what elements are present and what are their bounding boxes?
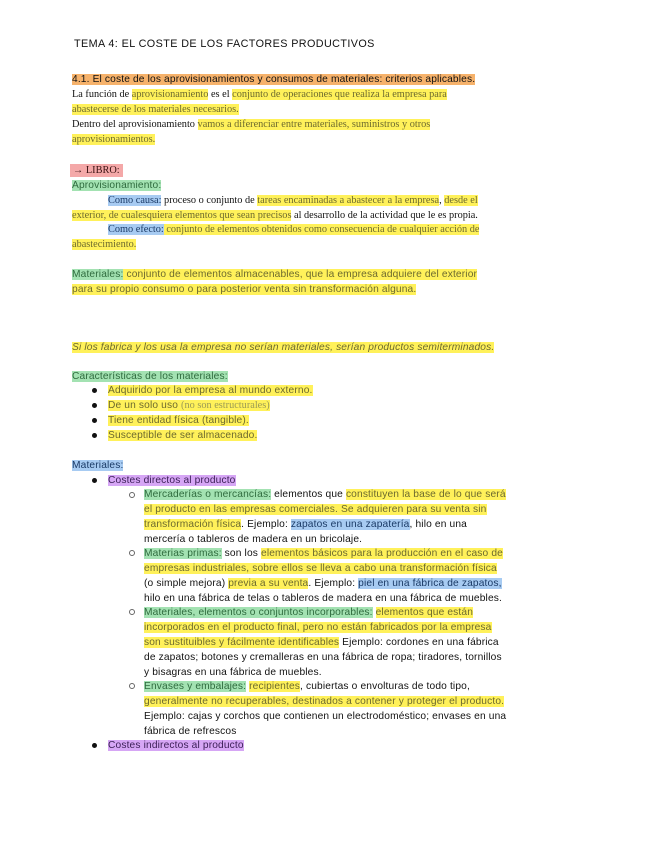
incorp-highlight: incorporados en el producto final, pero no están fabricados por la empresa: [144, 622, 492, 633]
intro-text: La función de: [72, 89, 132, 100]
caracteristica-item: [108, 414, 249, 427]
merc-line-1: [144, 488, 506, 501]
costes-indirectos-label: Costes indirectos al producto: [108, 740, 244, 751]
caracteristica-item: [108, 384, 313, 397]
incorp-text: Ejemplo: cordones en una fábrica: [339, 637, 499, 648]
incorp-line-2: [144, 621, 492, 634]
incorp-text: y bisagras en una fábrica de muebles.: [144, 667, 322, 678]
caracteristica-item: [108, 429, 257, 442]
merc-text: elementos que: [271, 489, 346, 500]
materiales-def-text: conjunto de elementos almacenables, que la empresa adquiere del exterior: [123, 269, 478, 280]
aprov-heading: [72, 179, 161, 192]
circle-bullet-icon: [129, 609, 135, 615]
intro-term: aprovisionamiento: [131, 89, 209, 100]
circle-bullet-icon: [129, 492, 135, 498]
efecto-label: Como efecto:: [108, 224, 164, 235]
envases-highlight: recipientes: [249, 681, 301, 692]
bullet-icon: [92, 403, 97, 408]
envases-line-1: [144, 680, 470, 693]
causa-highlight: desde el: [444, 195, 478, 206]
primas-line-2: [144, 562, 497, 575]
merc-highlight: constituyen la base de lo que será: [345, 489, 506, 500]
aprov-efecto-line-1: [108, 223, 479, 236]
causa-highlight: tareas encaminadas a abastecer a la empresa: [257, 195, 440, 206]
aprov-causa-line-1: [108, 194, 478, 207]
materiales-def-line-2: [72, 283, 416, 296]
merc-label: Mercaderías o mercancías:: [144, 489, 272, 500]
merc-highlight: transformación física: [144, 519, 242, 530]
intro-line-3: [72, 118, 430, 131]
caracteristica-text: De un solo uso: [108, 400, 182, 411]
merc-text: , hilo en una: [409, 519, 467, 530]
merc-line-2: [144, 503, 487, 516]
incorp-line-1: [144, 606, 473, 619]
efecto-highlight: conjunto de elementos obtenidos como consecuencia de cualquier acción de: [163, 224, 480, 235]
incorp-highlight: son sustituibles y fácilmente identificables: [144, 637, 340, 648]
primas-line-4: [144, 592, 502, 605]
costes-indirectos-item: [108, 739, 244, 752]
merc-example: zapatos en una zapatería: [290, 519, 410, 530]
libro-label: → LIBRO:: [70, 164, 123, 177]
causa-text: al desarrollo de la actividad que le es propia.: [291, 210, 478, 221]
circle-bullet-icon: [129, 550, 135, 556]
caracteristica-item: [108, 399, 270, 412]
materiales-def-line-1: [72, 268, 477, 281]
merc-highlight: el producto en las empresas comerciales. Se adquieren para su venta sin: [144, 504, 487, 515]
primas-highlight: empresas industriales, sobre ellos se lleva a cabo una transformación física: [144, 563, 497, 574]
primas-text: . Ejemplo:: [308, 578, 359, 589]
caracteristicas-heading: [72, 370, 228, 383]
primas-text: hilo en una fábrica de telas o tableros de madera en una fábrica de muebles.: [144, 593, 502, 604]
bullet-icon: [92, 478, 97, 483]
incorp-highlight: elementos que están: [375, 607, 474, 618]
section-heading-text: 4.1. El coste de los aprovisionamientos y consumos de materiales: criterios aplicables.: [72, 74, 476, 85]
circle-bullet-icon: [129, 683, 135, 689]
envases-line-3: [144, 710, 506, 723]
envases-text: Ejemplo: cajas y corchos que contienen un electrodoméstico; envases en una: [144, 711, 507, 722]
aprov-label: Aprovisionamiento:: [72, 180, 162, 191]
bullet-icon: [92, 743, 97, 748]
incorp-line-5: [144, 666, 322, 679]
merc-line-3: [144, 518, 467, 531]
primas-label: Materias primas:: [144, 548, 222, 559]
materiales2-heading: [72, 459, 123, 472]
costes-directos-label: Costes directos al producto: [108, 475, 236, 486]
libro-tag: [70, 164, 123, 177]
primas-line-1: [144, 547, 503, 560]
merc-text: mercería o tableros de madera en un bricolaje.: [144, 534, 363, 545]
primas-highlight: elementos básicos para la producción en el caso de: [261, 548, 503, 559]
bullet-icon: [92, 433, 97, 438]
primas-example: piel en una fábrica de zapatos,: [358, 578, 502, 589]
bullet-icon: [92, 418, 97, 423]
causa-highlight: exterior, de cualesquiera elementos que sean precisos: [72, 210, 292, 221]
materiales-label: Materiales:: [72, 269, 124, 280]
envases-line-2: [144, 695, 504, 708]
incorp-label: Materiales, elementos o conjuntos incorporables:: [144, 607, 373, 618]
primas-text: (o simple mejora): [144, 578, 229, 589]
intro-highlight: abastecerse de los materiales necesarios.: [72, 104, 239, 115]
envases-text: fábrica de refrescos: [144, 726, 237, 737]
page-title: TEMA 4: EL COSTE DE LOS FACTORES PRODUCTIVOS: [74, 38, 375, 50]
incorp-text: de zapatos; botones y cremalleras en una fábrica de ropa; tiradores, tornillos: [144, 652, 502, 663]
causa-label: Como causa:: [108, 195, 162, 206]
aprov-causa-line-2: [72, 209, 478, 222]
envases-highlight: generalmente no recuperables, destinados a contener y proteger el producto.: [144, 696, 505, 707]
merc-line-4: [144, 533, 362, 546]
section-heading: [72, 73, 475, 86]
causa-text: ,: [439, 195, 445, 206]
incorp-line-3: [144, 636, 499, 649]
envases-line-4: [144, 725, 236, 738]
intro-highlight: aprovisionamientos.: [72, 134, 156, 145]
intro-text: Dentro del aprovisionamiento: [72, 119, 198, 130]
efecto-highlight: abastecimiento.: [72, 239, 137, 250]
intro-line-2: [72, 103, 239, 116]
caracteristica-text: Adquirido por la empresa al mundo externo.: [108, 385, 313, 396]
intro-text: es el: [208, 89, 233, 100]
aprov-efecto-line-2: [72, 238, 136, 251]
causa-text: proceso o conjunto de: [161, 195, 258, 206]
bullet-icon: [92, 388, 97, 393]
intro-line-1: [72, 88, 447, 101]
caracteristica-text: Tiene entidad física (tangible).: [108, 415, 249, 426]
envases-label: Envases y embalajes:: [144, 681, 247, 692]
envases-text: , cubiertas o envolturas de todo tipo,: [300, 681, 470, 692]
costes-directos-item: [108, 474, 236, 487]
primas-text: son los: [221, 548, 261, 559]
semiterminados-note: [72, 341, 494, 354]
primas-line-3: [144, 577, 502, 590]
caracteristicas-label: Características de los materiales:: [72, 371, 228, 382]
intro-highlight: conjunto de operaciones que realiza la empresa para: [232, 89, 447, 100]
intro-line-4: [72, 133, 155, 146]
merc-text: . Ejemplo:: [241, 519, 291, 530]
caracteristica-aside: (no son estructurales): [181, 400, 270, 411]
intro-highlight: vamos a diferenciar entre materiales, suministros y otros: [197, 119, 431, 130]
materiales2-label: Materiales:: [72, 460, 124, 471]
caracteristica-text: Susceptible de ser almacenado.: [108, 430, 258, 441]
incorp-line-4: [144, 651, 502, 664]
primas-highlight: previa a su venta: [228, 578, 309, 589]
note-text: Si los fabrica y los usa la empresa no serían materiales, serían productos semiterminados.: [72, 342, 495, 353]
materiales-def-text: para su propio consumo o para posterior venta sin transformación alguna.: [72, 284, 417, 295]
